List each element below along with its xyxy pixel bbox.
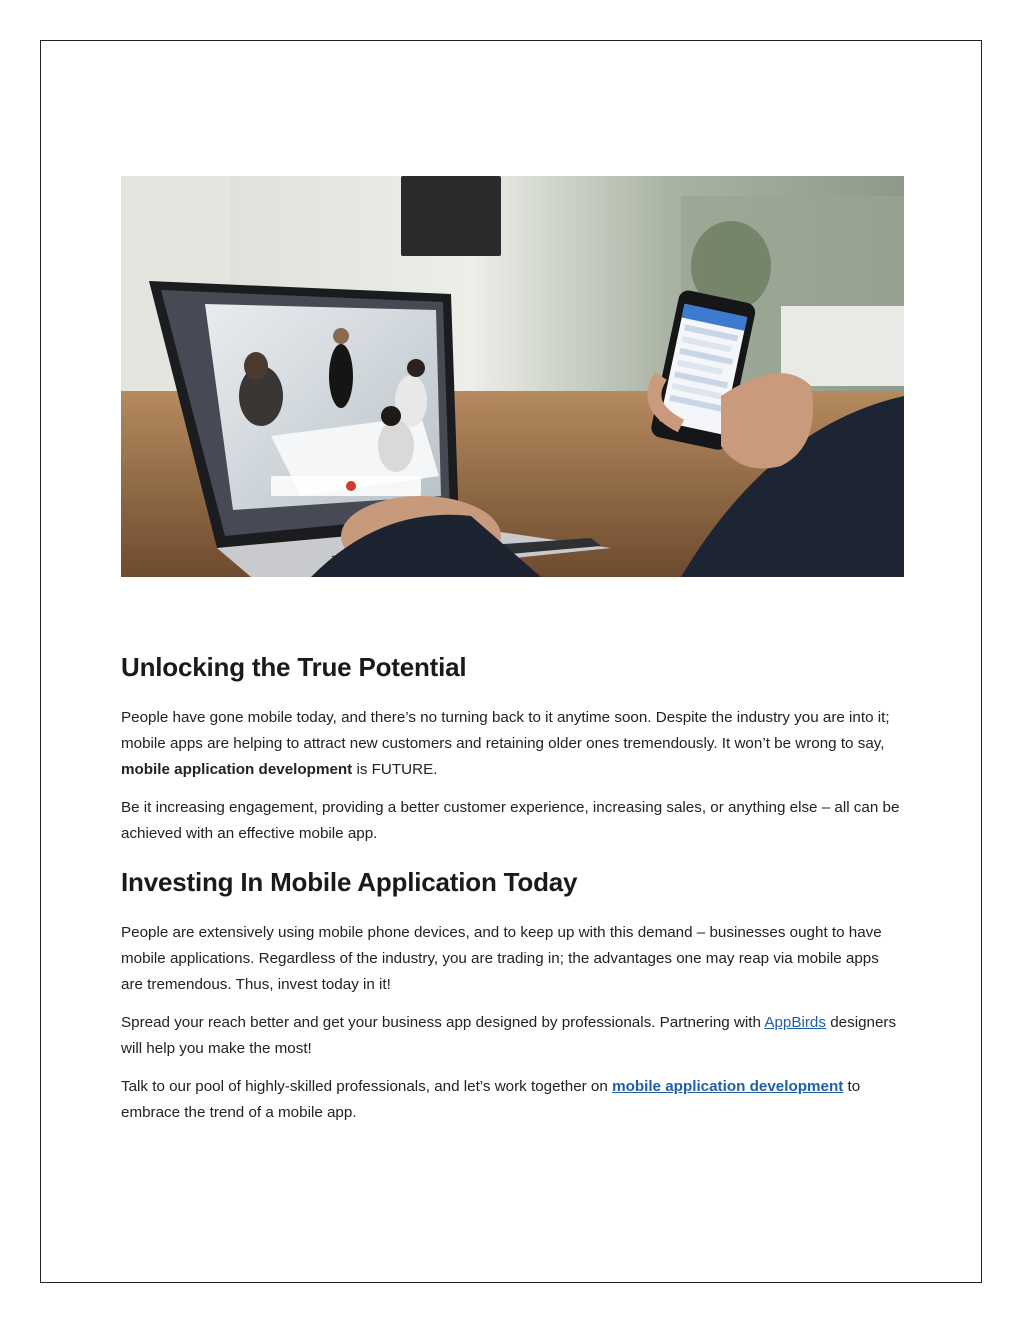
section-heading-investing: Investing In Mobile Application Today xyxy=(121,867,578,897)
paragraph-talk-text: Talk to our pool of highly-skilled professionals, and let’s work together on xyxy=(121,1078,613,1095)
mobile-app-development-link[interactable]: mobile application development xyxy=(612,1078,844,1095)
paragraph-spread-reach xyxy=(121,1010,905,1062)
section-heading-unlocking: Unlocking the True Potential xyxy=(121,652,467,682)
paragraph-talk-tail: to embrace the trend of a mobile app. xyxy=(121,1078,861,1121)
paragraph-spread-tail: designers will help you make the most! xyxy=(121,1014,897,1057)
paragraph-intro-text: People have gone mobile today, and there’s no turning back to it anytime soon. Despite the industry you are into it; mobile apps are helping to attract new customers and retaining older ones tremendously. It won’t be wrong to say, xyxy=(121,709,890,752)
paragraph-talk xyxy=(121,1074,905,1126)
paragraph-intro xyxy=(121,705,905,783)
hero-image xyxy=(121,176,904,577)
appbirds-link[interactable]: AppBirds xyxy=(764,1014,826,1031)
article-body xyxy=(121,652,905,1138)
paragraph-extensive-use: People are extensively using mobile phone devices, and to keep up with this demand – businesses ought to have mobile applications. Regardless of the industry, you are trading in; the advantages one may reap via mobile apps are tremendous. Thus, invest today in it! xyxy=(121,924,882,993)
paragraph-spread-text: Spread your reach better and get your business app designed by professionals. Partnering with xyxy=(121,1014,765,1031)
paragraph-intro-tail: is FUTURE. xyxy=(352,761,438,778)
paragraph-engagement: Be it increasing engagement, providing a better customer experience, increasing sales, or anything else – all can be achieved with an effective mobile app. xyxy=(121,799,900,842)
bold-phrase: mobile application development xyxy=(121,761,353,778)
